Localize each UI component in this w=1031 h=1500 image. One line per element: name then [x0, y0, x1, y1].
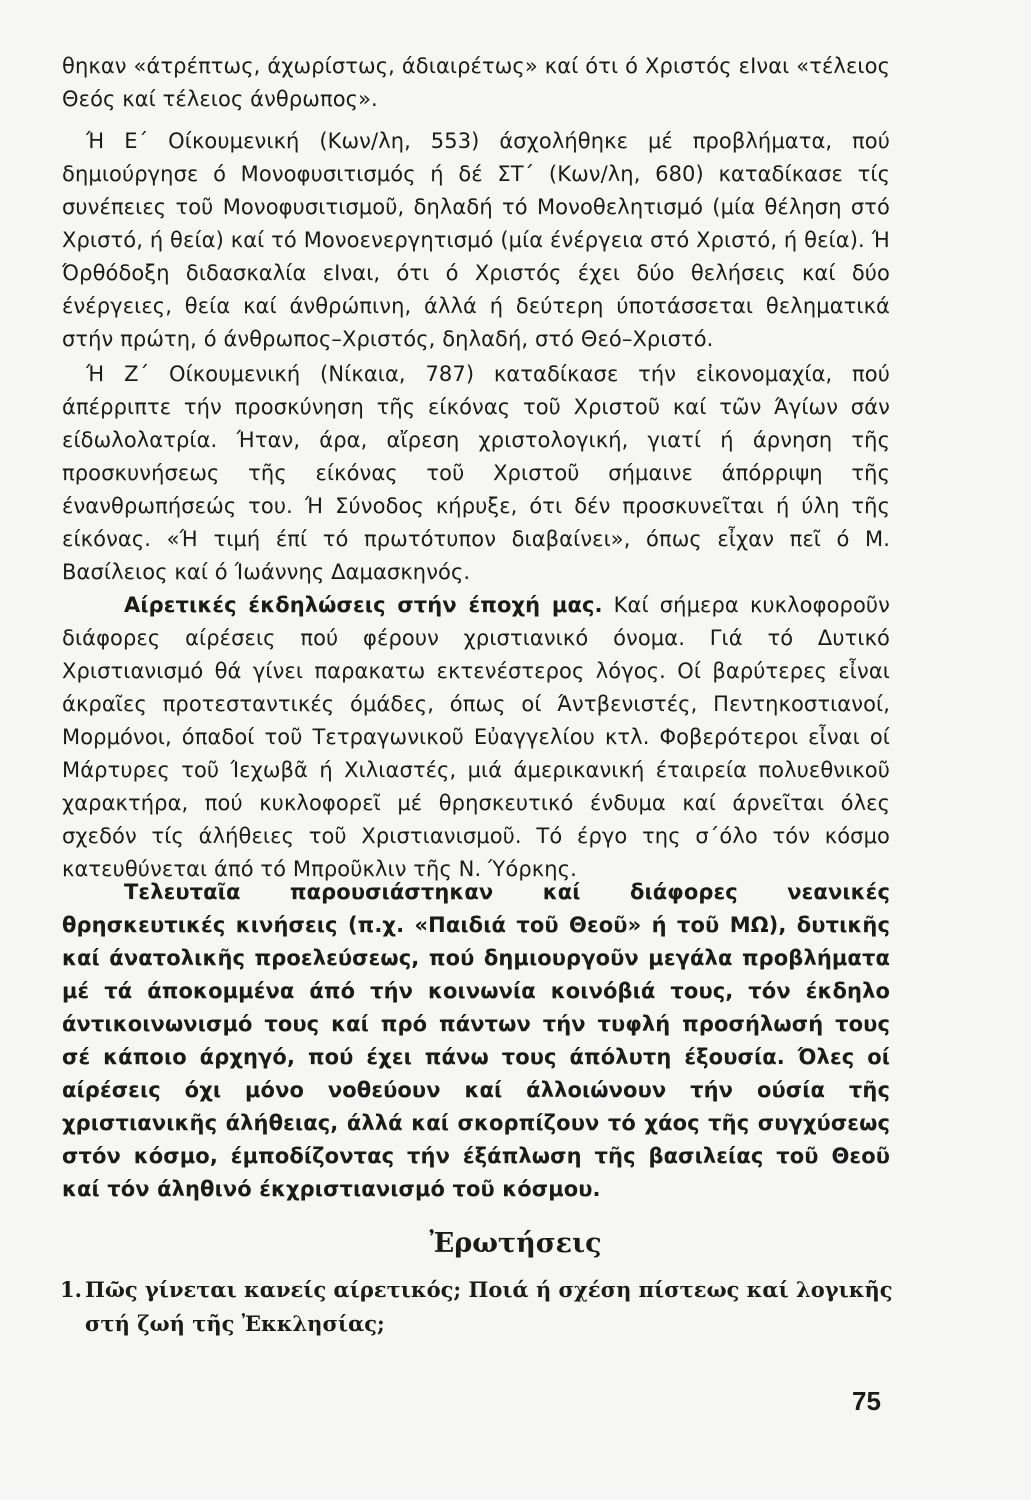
question-item [60, 1273, 900, 1341]
paragraph-text: Ή Ε΄ Οίκουμενική (Κων/λη, 553) άσχολήθηκε μέ προβλήματα, πού δημιούργησε ό Μονοφυσιτισμός ή δέ ΣΤ΄ (Κων/λη, 680) καταδίκασε τίς συνέπειες τοῦ Μονοφυσιτισμοῦ, δηλαδή τό Μονοθελητισμό (μία θέληση στό Χριστό, ή θεία) καί τό Μονοενεργητισμό (μία ένέργεια στό Χριστό, ή θεία). Ή Όρθόδοξη διδασκαλία εΙναι, ότι ό Χριστός έχει δύο θελήσεις καί δύο ένέργειες, θεία καί άνθρώπινη, άλλά ή δεύτερη ύποτάσσεται θεληματικά στήν πρώτη, ό άνθρωπος–Χριστός, δηλαδή, στό Θεό–Χριστό. [62, 129, 890, 351]
run-in-heading: Αίρετικές έκδηλώσεις στήν έποχή μας. [124, 593, 603, 617]
paragraph-5 [62, 876, 890, 1206]
paragraph-text: Καί σήμερα κυκλοφοροῦν διάφορες αίρέσεις πού φέρουν χριστιανικό όνομα. Γιά τό Δυτικό Χριστιανισμό θά γίνει παρακατω εκτενέστερος λόγος. Οί βαρύτερες εἶναι άκραῖες προτεσταντικές όμάδες, όπως οί Άντβενιστές, Πεντηκοστιανοί, Μορμόνοι, όπαδοί τοῦ Τετραγωνικοῦ Εὐαγγελίου κτλ. Φοβερότεροι εἶναι οί Μάρτυρες τοῦ Ίεχωβᾶ ή Χιλιαστές, μιά άμερικανική έταιρεία πολυεθνικοῦ χαρακτήρα, πού κυκλοφορεῖ μέ θρησκευτικό ένδυμα καί άρνεῖται όλες σχεδόν τίς άλήθειες τοῦ Χριστιανισμοῦ. Τό έργο της σ΄όλο τόν κόσμο κατευθύνεται άπό τό Μπροῦκλιν τῆς Ν. Ύόρκης. [62, 593, 890, 881]
paragraph-with-run-in-heading [62, 589, 890, 886]
paragraph-1 [62, 50, 890, 116]
paragraph-2 [62, 125, 890, 356]
question-number: 1. [60, 1277, 82, 1302]
paragraph-4 [62, 589, 890, 886]
paragraph-text: Τελευταῖα παρουσιάστηκαν καί διάφορες νεανικές θρησκευτικές κινήσεις (π.χ. «Παιδιά τοῦ Θεοῦ» ή τοῦ ΜΩ), δυτικῆς καί άνατολικῆς προελεύσεως, πού δημιουργοῦν μεγάλα προβλήματα μέ τά άποκομμένα άπό τήν κοινωνία κοινόβιά τους, τόν έκδηλο άντικοινωνισμό τους καί πρό πάντων τήν τυφλή προσήλωσή τους σέ κάποιο άρχηγό, πού έχει πάνω τους άπόλυτη έξουσία. Όλες οί αίρέσεις όχι μόνο νοθεύουν καί άλλοιώνουν τήν ούσία τῆς χριστιανικῆς άλήθειας, άλλά καί σκορπίζουν τό χάος τῆς συγχύσεως στόν κόσμο, έμποδίζοντας τήν έξάπλωση τῆς βασιλείας τοῦ Θεοῦ καί τόν άληθινό έκχριστιανισμό τοῦ κόσμου. [62, 880, 890, 1201]
paragraph-3 [62, 358, 890, 589]
section-title: Ἐρωτήσεις [429, 1228, 602, 1259]
page-number: 75 [852, 1386, 881, 1416]
question-text: Πῶς γίνεται κανείς αίρετικός; Ποιά ή σχέση πίστεως καί λογικῆς στή ζωή τῆς Ἐκκλησίας; [85, 1277, 893, 1336]
paragraph-text: Ή Ζ΄ Οίκουμενική (Νίκαια, 787) καταδίκασε τήν εἰκονομαχία, πού άπέρριπτε τήν προσκύνηση τῆς είκόνας τοῦ Χριστοῦ καί τῶν Άγίων σάν είδωλολατρία. Ήταν, άρα, αἴρεση χριστολογική, γιατί ή άρνηση τῆς προσκυνήσεως τῆς είκόνας τοῦ Χριστοῦ σήμαινε άπόρριψη τῆς ένανθρωπήσεώς του. Ή Σύνοδος κήρυξε, ότι δέν προσκυνεῖται ή ύλη τῆς είκόνας. «Ή τιμή έπί τό πρωτότυπον διαβαίνει», όπως εἶχαν πεῖ ό Μ. Βασίλειος καί ό Ίωάννης Δαμασκηνός. [62, 362, 890, 584]
paragraph-text: θηκαν «άτρέπτως, άχωρίστως, άδιαιρέτως» καί ότι ό Χριστός εΙναι «τέλειος Θεός καί τέλειος άνθρωπος». [62, 54, 890, 111]
